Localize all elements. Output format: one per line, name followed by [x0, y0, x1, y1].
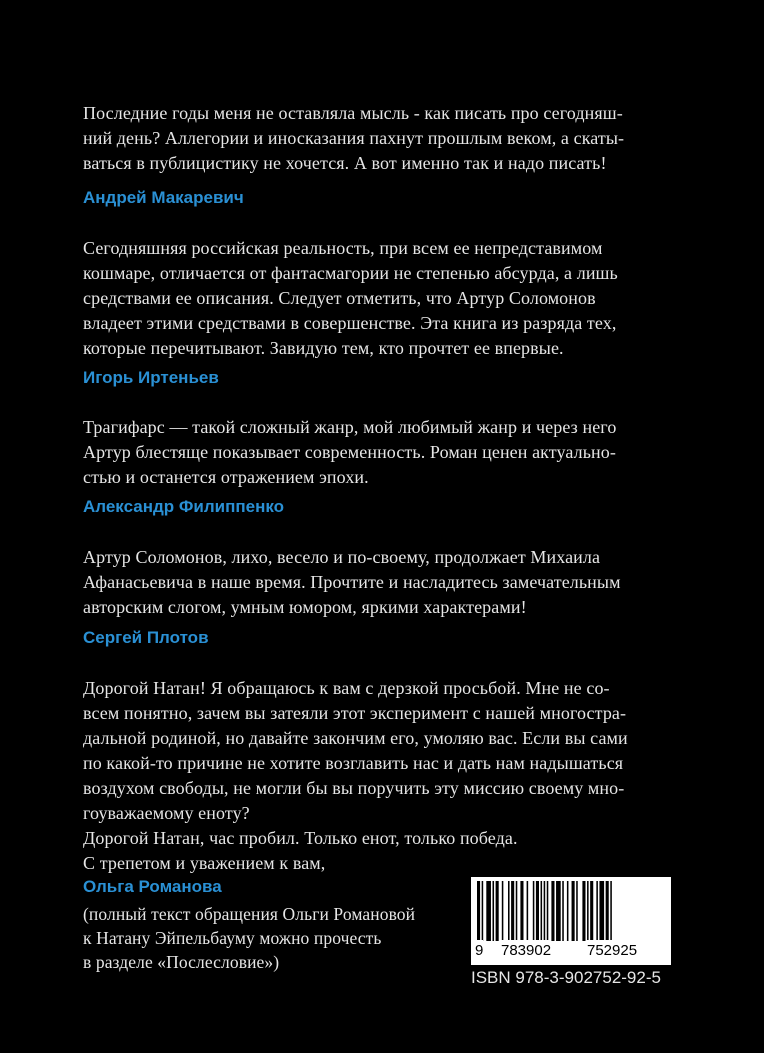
note-line: к Натану Эйпельбауму можно прочесть	[83, 928, 382, 948]
barcode-bar	[511, 881, 514, 941]
quote-3-line: Артур блестяще показывает современность. Роман ценен актуально-	[83, 442, 616, 462]
quote-1-author: Андрей Макаревич	[83, 188, 244, 207]
barcode-digits-right: 752925	[587, 940, 637, 962]
quote-5-line: всем понятно, зачем вы затеяли этот эксперимент с нашей многостра-	[83, 703, 627, 723]
isbn-number: ISBN 978-3-902752-92-5	[471, 968, 661, 987]
barcode-bar	[551, 881, 554, 941]
quote-4-line: Артур Соломонов, лихо, весело и по-своему, продолжает Михаила	[83, 547, 601, 567]
quote-5-line: гоуважаемому еноту?	[83, 803, 250, 823]
quote-3-author: Александр Филиппенко	[83, 497, 285, 516]
quote-1	[83, 101, 683, 176]
barcode-bar	[582, 881, 585, 941]
barcode-bar	[493, 881, 495, 941]
barcode-bar	[533, 881, 535, 941]
quote-1-line: ваться в публицистику не хочется. А вот именно так и надо писать!	[83, 153, 607, 173]
barcode-bar	[541, 881, 543, 941]
barcode-bar	[567, 881, 569, 941]
barcode-bar	[610, 881, 612, 941]
barcode-bar	[587, 881, 589, 941]
quote-5	[83, 676, 683, 876]
barcode-bar	[547, 881, 549, 941]
note-line: в разделе «Послесловие»)	[83, 952, 280, 972]
quote-2-line: которые перечитывают. Завидую тем, кто прочтет ее впервые.	[83, 338, 564, 358]
quote-4-line: Афанасьевича в наше время. Прочтите и насладитесь замечательным	[83, 572, 621, 592]
quote-5-line: Дорогой Натан! Я обращаюсь к вам с дерзкой просьбой. Мне не со-	[83, 678, 610, 698]
barcode-bar	[516, 881, 518, 941]
note-line: (полный текст обращения Ольги Романовой	[83, 904, 416, 924]
quote-5-line: С трепетом и уважением к вам,	[83, 853, 326, 873]
barcode-bar	[477, 881, 480, 941]
barcode-bar	[606, 881, 609, 941]
quote-1-line: ний день? Аллегории и иносказания пахнут прошлым веком, а скаты-	[83, 128, 625, 148]
quote-3-line: стью и останется отражением эпохи.	[83, 467, 369, 487]
barcode-bar	[486, 881, 491, 941]
barcode-bar	[502, 881, 504, 941]
barcode-digits	[471, 940, 671, 962]
barcode-bar	[482, 881, 484, 941]
barcode-bar	[562, 881, 564, 941]
barcode-bar	[590, 881, 593, 941]
quote-3-line: Трагифарс — такой сложный жанр, мой любимый жанр и через него	[83, 417, 617, 437]
quote-2-line: владеет этими средствами в совершенстве. Эта книга из разряда тех,	[83, 313, 617, 333]
quote-4-line: авторским слогом, умным юмором, яркими характерами!	[83, 597, 527, 617]
barcode-bar	[596, 881, 598, 941]
quote-5-line: воздухом свободы, не могли бы вы поручить эту миссию своему мно-	[83, 778, 625, 798]
barcode-bar	[536, 881, 539, 941]
quote-5-author: Ольга Романова	[83, 877, 222, 896]
barcode-digits-left: 783902	[501, 940, 551, 962]
barcode-bar	[527, 881, 529, 941]
quote-1-line: Последние годы меня не оставляла мысль - как писать про сегодняш-	[83, 103, 623, 123]
quote-2-author: Игорь Иртеньев	[83, 368, 219, 387]
barcode-bar	[572, 881, 575, 941]
quote-2-line: средствами ее описания. Следует отметить, что Артур Соломонов	[83, 288, 596, 308]
barcode-digit-lead: 9	[475, 940, 483, 962]
barcode-bar	[599, 881, 604, 941]
quote-5-line: дальной родиной, но давайте закончим его, умоляю вас. Если вы сами	[83, 728, 628, 748]
barcode-bar	[508, 881, 510, 941]
barcode	[471, 877, 671, 965]
barcode-bar	[520, 881, 523, 941]
barcode-bar	[544, 881, 546, 941]
quote-5-line: по какой-то причине не хотите возглавить нас и дать нам надышаться	[83, 753, 624, 773]
quote-4-author: Сергей Плотов	[83, 628, 209, 647]
barcode-bar	[556, 881, 561, 941]
barcode-bar	[576, 881, 578, 941]
quote-5-note	[83, 902, 463, 974]
quote-2	[83, 236, 683, 361]
quote-2-line: кошмаре, отличается от фантасмагории не степенью абсурда, а лишь	[83, 263, 618, 283]
barcode-bar	[496, 881, 499, 941]
quote-3	[83, 415, 683, 490]
quote-2-line: Сегодняшняя российская реальность, при всем ее непредставимом	[83, 238, 603, 258]
quote-4	[83, 545, 683, 620]
quote-5-line: Дорогой Натан, час пробил. Только енот, только победа.	[83, 828, 518, 848]
